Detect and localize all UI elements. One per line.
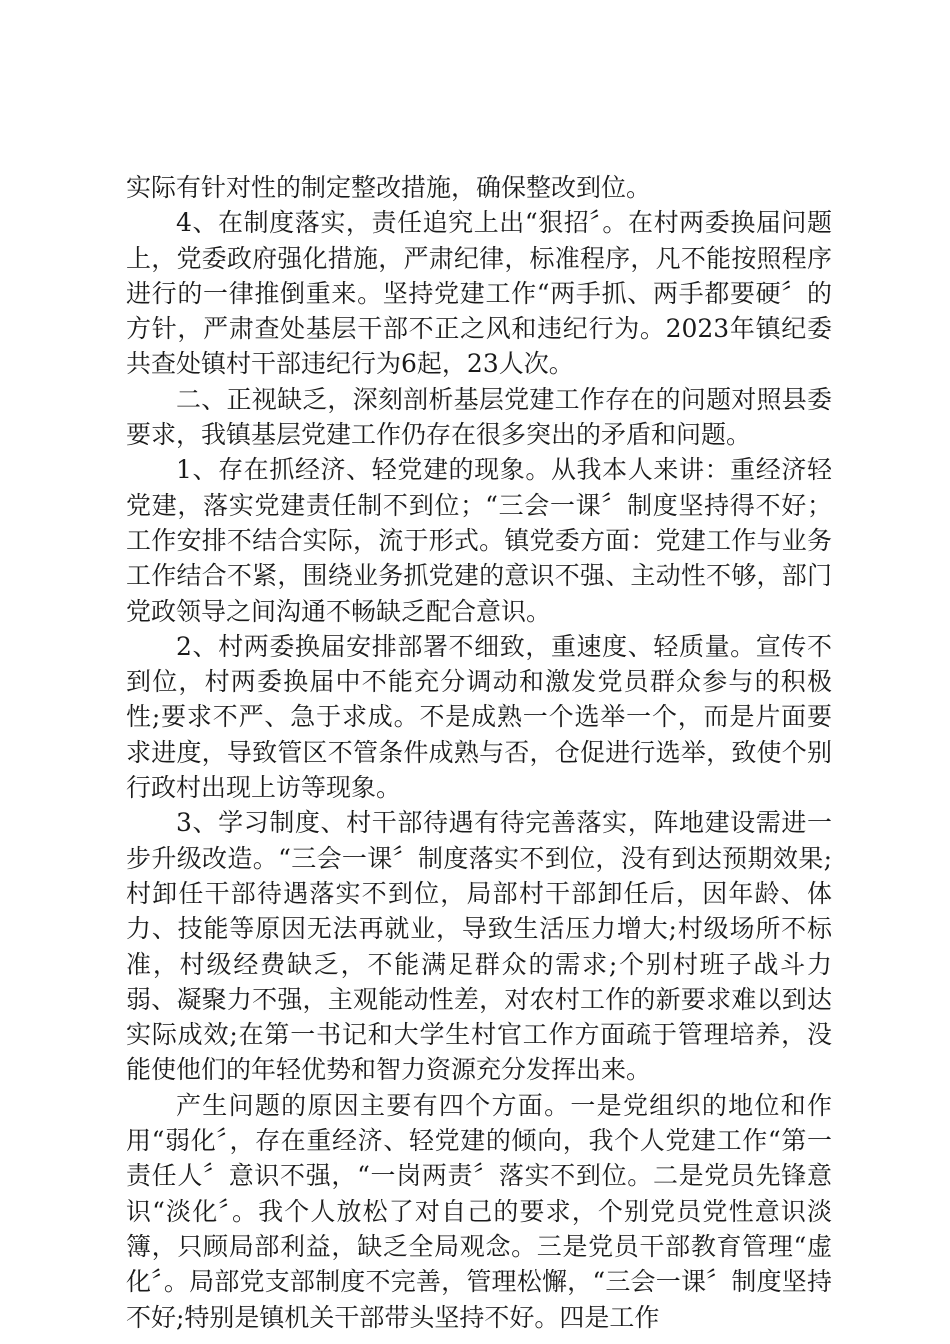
paragraph-problem-1: 1、存在抓经济、轻党建的现象。从我本人来讲：重经济轻党建，落实党建责任制不到位；“三会一课〞制度坚持得不好；工作安排不结合实际，流于形式。镇党委方面：党建工作与业务工作结合不紧，围绕业务抓党建的意识不强、主动性不够，部门党政领导之间沟通不畅缺乏配合意识。 xyxy=(126,455,832,626)
paragraph-item-4-accountability: 4、在制度落实，责任追究上出“狠招〞。在村两委换届问题上，党委政府强化措施，严肃纪律，标准程序，凡不能按照程序进行的一律推倒重来。坚持党建工作“两手抓、两手都要硬〞的方针，严肃查处基层干部不正之风和违纪行为。2023年镇纪委共查处镇村干部违纪行为6起，23人次。 xyxy=(126,208,832,379)
paragraph-problem-3: 3、学习制度、村干部待遇有待完善落实，阵地建设需进一步升级改造。“三会一课〞制度落实不到位，没有到达预期效果;村卸任干部待遇落实不到位，局部村干部卸任后，因年龄、体力、技能等原因无法再就业，导致生活压力增大;村级场所不标准，村级经费缺乏，不能满足群众的需求;个别村班子战斗力弱、凝聚力不强，主观能动性差，对农村工作的新要求难以到达实际成效;在第一书记和大学生村官工作方面疏于管理培养，没能使他们的年轻优势和智力资源充分发挥出来。 xyxy=(126,808,832,1085)
paragraph-section-2-heading: 二、正视缺乏，深刻剖析基层党建工作存在的问题对照县委要求，我镇基层党建工作仍存在很多突出的矛盾和问题。 xyxy=(126,384,832,450)
paragraph-causes: 产生问题的原因主要有四个方面。一是党组织的地位和作用“弱化〞，存在重经济、轻党建的倾向，我个人党建工作“第一责任人〞意识不强，“一岗两责〞落实不到位。二是党员先锋意识“淡化〞。我个人放松了对自己的要求，个别党员党性意识淡簿，只顾局部利益，缺乏全局观念。三是党员干部教育管理“虚化〞。局部党支部制度不完善，管理松懈，“三会一课〞制度坚持不好;特别是镇机关干部带头坚持不好。四是工作 xyxy=(126,1090,832,1332)
document-body xyxy=(126,170,832,1335)
paragraph-problem-2: 2、村两委换届安排部署不细致，重速度、轻质量。宣传不到位，村两委换届中不能充分调动和激发党员群众参与的积极性;要求不严、急于求成。不是成熟一个选举一个，而是片面要求进度，导致管区不管条件成熟与否，仓促进行选举，致使个别行政村出现上访等现象。 xyxy=(126,631,832,803)
paragraph-carryover: 实际有针对性的制定整改措施，确保整改到位。 xyxy=(126,173,652,202)
